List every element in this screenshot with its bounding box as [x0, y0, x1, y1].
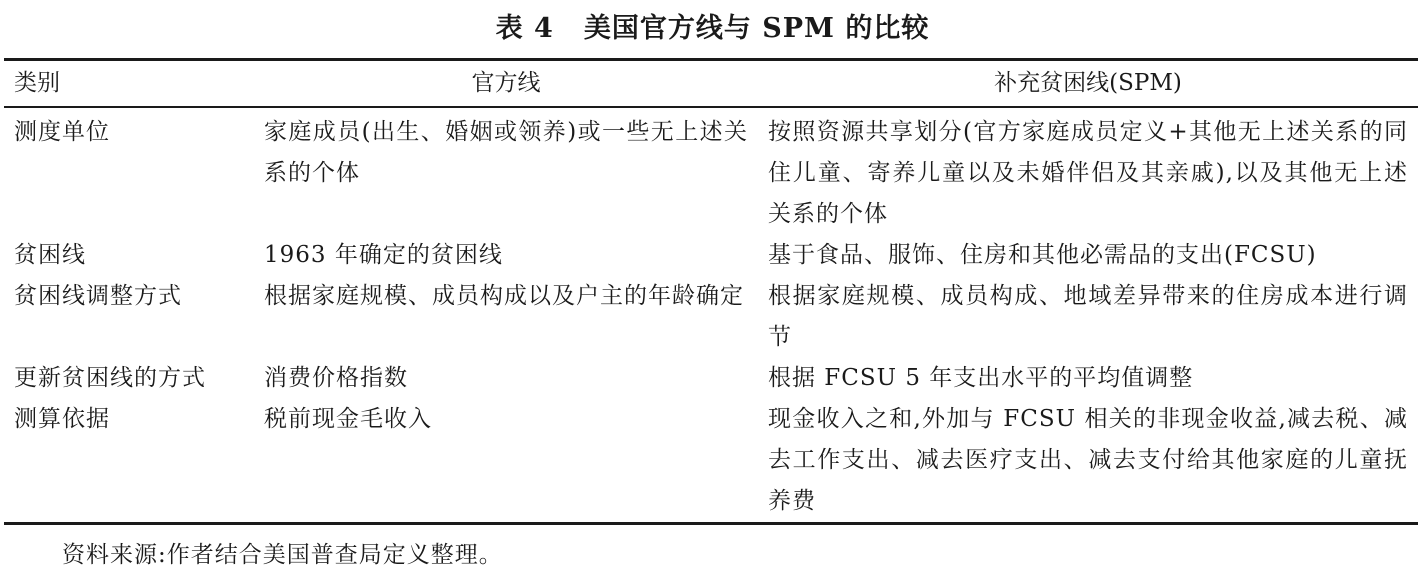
row-category: 贫困线 — [14, 242, 86, 268]
source-note: 资料来源:作者结合美国普查局定义整理。 — [62, 542, 503, 568]
table-row — [4, 107, 1418, 235]
table-caption — [0, 6, 1425, 45]
table-row — [4, 399, 1418, 524]
row-category: 贫困线调整方式 — [14, 283, 182, 309]
header-row — [4, 60, 1418, 108]
row-official: 税前现金毛收入 — [264, 406, 432, 432]
comparison-table — [4, 58, 1418, 525]
header-category: 类别 — [14, 70, 60, 96]
table-number: 表 4 — [495, 13, 554, 44]
row-spm: 按照资源共享划分(官方家庭成员定义+其他无上述关系的同住儿童、寄养儿童以及未婚伴侣及其亲戚),以及其他无上述关系的个体 — [768, 119, 1408, 227]
table-row — [4, 276, 1418, 358]
row-category: 测算依据 — [14, 406, 110, 432]
row-official: 根据家庭规模、成员构成以及户主的年龄确定 — [264, 283, 744, 309]
row-category: 更新贫困线的方式 — [14, 365, 206, 391]
row-spm: 基于食品、服饰、住房和其他必需品的支出(FCSU) — [768, 242, 1317, 268]
row-spm: 根据 FCSU 5 年支出水平的平均值调整 — [768, 365, 1194, 391]
table-row — [4, 235, 1418, 276]
row-spm: 现金收入之和,外加与 FCSU 相关的非现金收益,减去税、减去工作支出、减去医疗支出、减去支付给其他家庭的儿童抚养费 — [768, 406, 1408, 514]
row-official: 消费价格指数 — [264, 365, 408, 391]
header-spm: 补充贫困线(SPM) — [994, 70, 1182, 96]
row-official: 家庭成员(出生、婚姻或领养)或一些无上述关系的个体 — [264, 119, 748, 186]
row-spm: 根据家庭规模、成员构成、地域差异带来的住房成本进行调节 — [768, 283, 1408, 350]
header-official-line: 官方线 — [471, 70, 541, 96]
row-category: 测度单位 — [14, 119, 110, 145]
table-title: 美国官方线与 SPM 的比较 — [583, 13, 930, 44]
table-row — [4, 358, 1418, 399]
row-official: 1963 年确定的贫困线 — [264, 242, 503, 268]
